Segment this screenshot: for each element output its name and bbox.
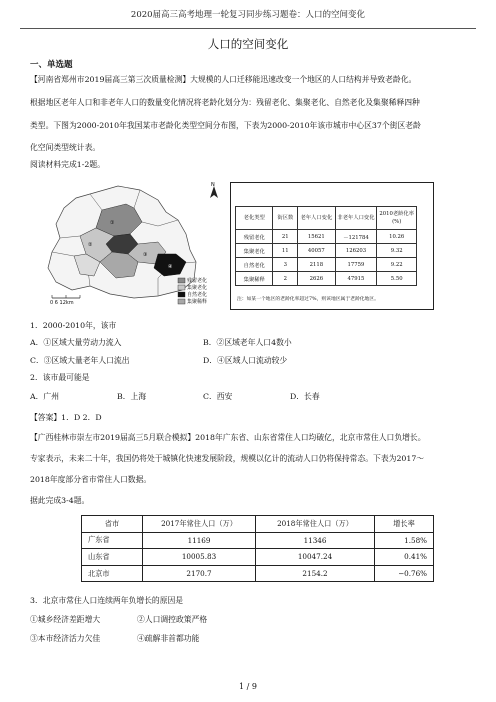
table-cell: 1.58% [375,532,434,549]
table-cell: 2118 [298,258,335,272]
table-cell: 3 [273,258,298,272]
intro-paragraph-line: 化空间类型统计表。 [30,143,101,152]
table-cell: 9.22 [377,258,417,272]
table-cell: −0.76% [375,565,434,582]
table-header-cell: 老化类型 [236,207,273,230]
table-cell: 10005.83 [143,549,256,566]
section-heading: 一、单选题 [30,60,73,70]
legend-label: 残留老化 [187,278,208,284]
table-cell: 5.50 [377,272,417,286]
table-header-cell: 非老年人口变化 [335,207,377,230]
intro-paragraph-line: 根据地区老年人口和非老年人口的数量变化情况将老龄化划分为：残留老化、集聚老化、自然老化及集聚稀释四种 [30,98,420,107]
table-cell: 47915 [335,272,377,286]
table-cell: 广东省 [82,532,143,549]
question-stem: 3．北京市常住人口连续两年负增长的原因是 [30,596,184,605]
answer-line: 【答案】1．D 2．D [30,413,102,422]
table-row [82,565,434,582]
table-header-cell: 增长率 [375,516,434,533]
table-cell: 9.32 [377,244,417,258]
table-cell: 集聚老化 [236,244,273,258]
table-row [82,549,434,566]
svg-text:②: ② [88,242,93,248]
table-cell: 0.41% [375,549,434,566]
table-cell: 2170.7 [143,565,256,582]
question-stem: 1．2000-2010年，该市 [30,321,117,330]
population-table [81,515,434,582]
page-number: 1 / 9 [239,682,257,691]
table-row [82,532,434,549]
question-stem: 2．该市最可能是 [30,373,90,382]
table-cell: 21 [273,230,298,244]
table-cell: －121784 [335,230,377,244]
aging-type-map [30,182,225,310]
svg-text:④: ④ [168,264,173,270]
table-cell: 2626 [298,272,335,286]
option-d[interactable]: D．④区域人口流动较少 [203,356,288,365]
option-c[interactable]: C．西安 [203,392,233,401]
table-cell: 集聚稀释 [236,272,273,286]
table-cell: 11 [273,244,298,258]
table-header-cell: 2017年常住人口（万） [143,516,256,533]
table-cell: 10047.24 [256,549,375,566]
table-cell: 2154.2 [256,565,375,582]
page-header: 2020届高三高考地理一轮复习同步练习题卷：人口的空间变化 [20,0,476,29]
table-cell: 北京市 [82,565,143,582]
read-instruction: 据此完成3-4题。 [30,496,90,505]
table-row [236,258,417,272]
table-cell: 11346 [256,532,375,549]
intro-paragraph-line: 【河南省郑州市2019届高三第三次质量检测】大规模的人口迁移能迅速改变一个地区的人口结构并导致老龄化。 [30,75,417,84]
option-b[interactable]: B．上海 [117,392,147,401]
table-cell: 126203 [335,244,377,258]
scale-bar [52,295,80,298]
table-header-cell: 2018年常住人口（万） [256,516,375,533]
legend-label: 自然老化 [187,292,208,298]
table-cell: 自然老化 [236,258,273,272]
table-header-row [82,516,434,533]
option-c[interactable]: C．③区域大量老年人口流出 [30,356,130,365]
option-4[interactable]: ④疏解非首都功能 [137,634,200,643]
intro-paragraph-line: 专家表示，未来二十年，我国仍将处于城镇化快速发展阶段，规模以亿计的流动人口仍将保持常态。下表为2017～ [30,454,425,463]
option-b[interactable]: B．②区域老年人口4数小 [203,338,292,347]
aging-type-table-frame [230,182,434,310]
table-cell: 15621 [298,230,335,244]
option-3[interactable]: ③本市经济活力欠佳 [30,634,101,643]
intro-paragraph-line: 2018年度部分省市常住人口数据。 [30,475,152,484]
table-row [236,272,417,286]
table-row [236,230,417,244]
table-cell: 2 [273,272,298,286]
north-arrow-icon [210,182,218,198]
read-instruction: 阅读材料完成1-2题。 [30,160,105,169]
option-a[interactable]: A．①区域大量劳动力流入 [30,338,122,347]
table-cell: 11169 [143,532,256,549]
intro-paragraph-line: 【广西桂林市崇左市2019届高三5月联合模拟】2018年广东省、山东省常住人口均破亿，北京市常住人口负增长。 [30,433,426,442]
svg-text:③: ③ [143,252,148,258]
table-header-cell: 省市 [82,516,143,533]
table-header-cell: 街区数 [273,207,298,230]
table-header-cell: 2010老龄化率(%) [377,207,417,230]
legend-label: 集聚稀释 [187,299,208,305]
table-cell: 残留老化 [236,230,273,244]
table-note: 注：如某一个地区的老龄化率超过7%，则该地区属于老龄化地区。 [237,297,379,302]
option-a[interactable]: A．广州 [30,392,60,401]
table-cell: 山东省 [82,549,143,566]
table-cell: 40057 [298,244,335,258]
scale-label: 0 6 12km [50,300,74,306]
document-title: 人口的空间变化 [207,37,289,51]
legend-label: 集聚老化 [187,285,208,291]
option-d[interactable]: D．长春 [290,392,320,401]
table-cell: 17759 [335,258,377,272]
option-2[interactable]: ②人口调控政策严格 [137,615,208,624]
table-header-cell: 老年人口变化 [298,207,335,230]
table-row [236,244,417,258]
option-1[interactable]: ①城乡经济差距增大 [30,615,101,624]
svg-text:N: N [211,182,215,188]
aging-type-table [235,206,417,286]
table-cell: 10.26 [377,230,417,244]
svg-text:①: ① [110,220,115,226]
intro-paragraph-line: 类型。下图为2000-2010年我国某市老龄化类型空间分布图，下表为2000-2010年该市城市中心区37个街区老龄 [30,121,421,130]
